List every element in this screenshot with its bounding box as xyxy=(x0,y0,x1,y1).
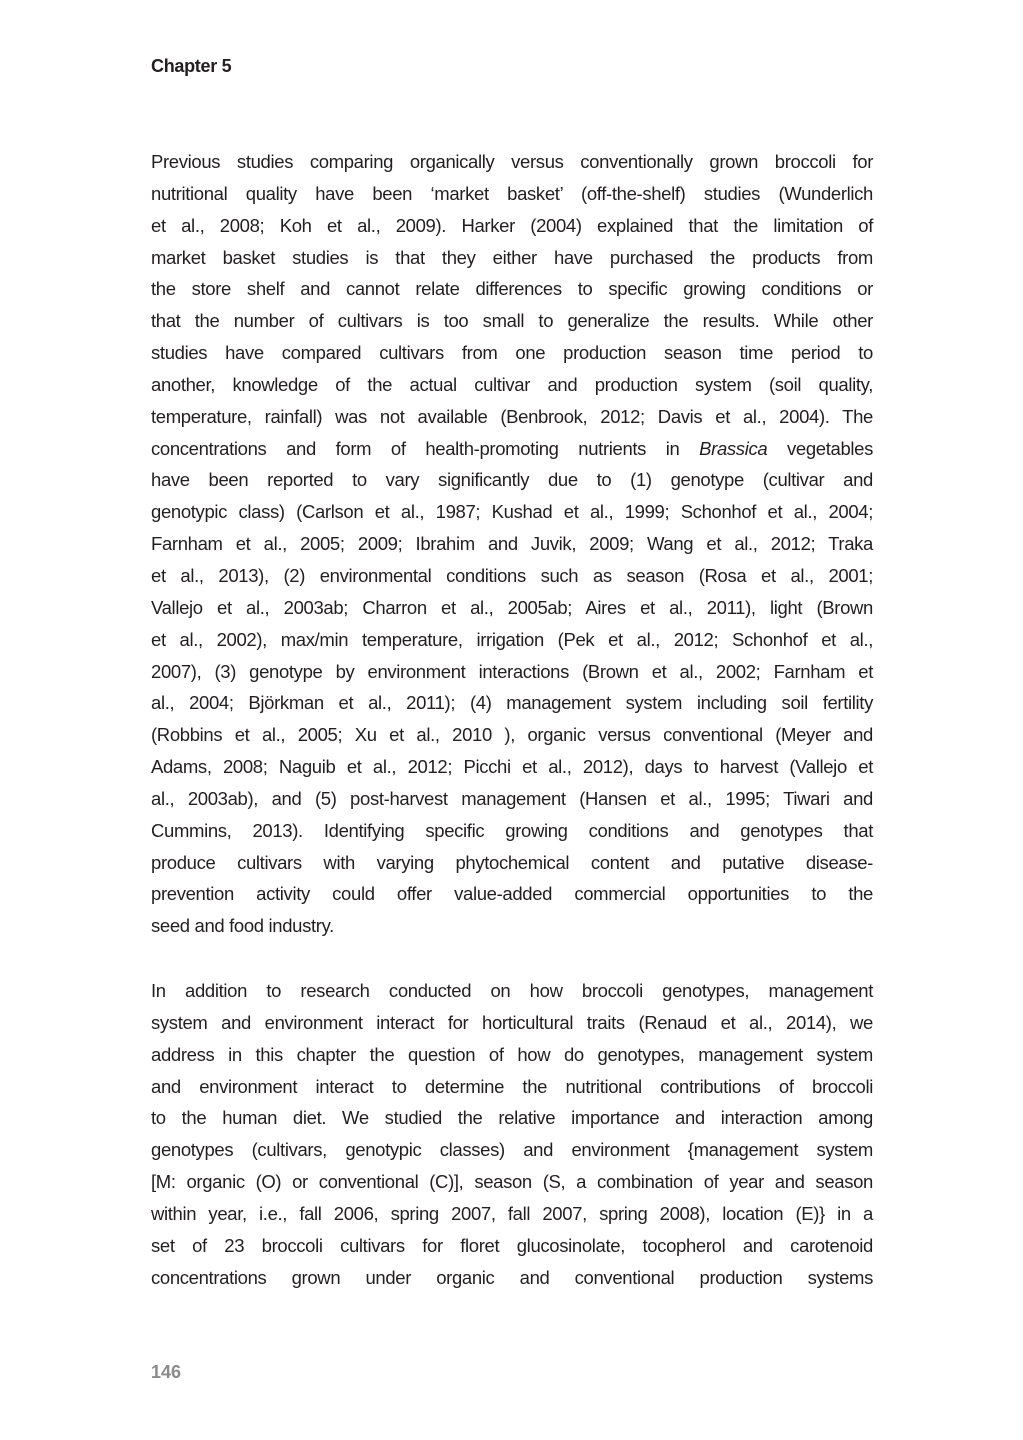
text-line-content: et al., 2008; Koh et al., 2009). Harker (2004) explained that the limitation of xyxy=(151,214,873,236)
text-line xyxy=(151,178,873,210)
text-line xyxy=(151,1007,873,1039)
text-line-content: 2007), (3) genotype by environment interactions (Brown et al., 2002; Farnham et xyxy=(151,660,873,682)
text-line-content: nutritional quality have been ‘market basket’ (off-the-shelf) studies (Wunderlich xyxy=(151,182,873,204)
text-line-content: address in this chapter the question of how do genotypes, management system xyxy=(151,1043,873,1065)
text-line-content: [M: organic (O) or conventional (C)], season (S, a combination of year and season xyxy=(151,1171,873,1193)
text-line-content: and environment interact to determine the nutritional contributions of broccoli xyxy=(151,1075,873,1097)
text-line-content: the store shelf and cannot relate differences to specific growing conditions or xyxy=(151,278,873,300)
text-line xyxy=(151,847,873,879)
text-line-content: Cummins, 2013). Identifying specific growing conditions and genotypes that xyxy=(151,819,873,841)
text-line xyxy=(151,751,873,783)
text-line-content: studies have compared cultivars from one production season time period to xyxy=(151,342,873,364)
text-line-content: Vallejo et al., 2003ab; Charron et al., 2005ab; Aires et al., 2011), light (Brown xyxy=(151,596,873,618)
text-line xyxy=(151,242,873,274)
text-line-content: temperature, rainfall) was not available (Benbrook, 2012; Davis et al., 2004). The xyxy=(151,405,873,427)
text-line xyxy=(151,719,873,751)
text-line-content: seed and food industry. xyxy=(151,915,334,937)
page-number: 146 xyxy=(151,1362,182,1382)
text-line xyxy=(151,273,873,305)
text-line xyxy=(151,783,873,815)
text-line xyxy=(151,464,873,496)
italic-term: Brassica xyxy=(699,437,768,459)
text-line-content: et al., 2002), max/min temperature, irrigation (Pek et al., 2012; Schonhof et al., xyxy=(151,628,873,650)
text-line xyxy=(151,878,873,910)
text-line-content: al., 2004; Björkman et al., 2011); (4) management system including soil fertility xyxy=(151,692,873,714)
text-line xyxy=(151,401,873,433)
text-line-content: that the number of cultivars is too small to generalize the results. While other xyxy=(151,310,873,332)
text-line xyxy=(151,560,873,592)
text-line xyxy=(151,433,873,465)
text-line xyxy=(151,1230,873,1262)
text-line xyxy=(151,1102,873,1134)
chapter-heading: Chapter 5 xyxy=(151,56,232,76)
text-line xyxy=(151,592,873,624)
text-line xyxy=(151,1166,873,1198)
text-line xyxy=(151,910,873,942)
text-line-content: vegetables xyxy=(767,437,873,459)
text-line-content: Previous studies comparing organically versus conventionally grown broccoli for xyxy=(151,151,873,172)
text-line-content: prevention activity could offer value-added commercial opportunities to the xyxy=(151,883,873,905)
text-line-content: market basket studies is that they either have purchased the products from xyxy=(151,246,873,268)
text-line xyxy=(151,528,873,560)
text-line-content: concentrations grown under organic and conventional production systems xyxy=(151,1266,873,1288)
text-line-content: et al., 2013), (2) environmental conditions such as season (Rosa et al., 2001; xyxy=(151,564,873,586)
text-line xyxy=(151,624,873,656)
text-line xyxy=(151,496,873,528)
text-line-content: al., 2003ab), and (5) post-harvest management (Hansen et al., 1995; Tiwari and xyxy=(151,787,873,809)
text-line xyxy=(151,975,873,1007)
text-line-content: produce cultivars with varying phytochemical content and putative disease- xyxy=(151,851,873,873)
text-line xyxy=(151,337,873,369)
paragraph-2 xyxy=(151,975,873,1293)
text-line xyxy=(151,1071,873,1103)
text-line-content: set of 23 broccoli cultivars for floret glucosinolate, tocopherol and carotenoid xyxy=(151,1234,873,1256)
text-line-content: system and environment interact for horticultural traits (Renaud et al., 2014), we xyxy=(151,1011,873,1033)
text-line xyxy=(151,1039,873,1071)
text-line xyxy=(151,1262,873,1294)
text-line xyxy=(151,305,873,337)
text-line-content: another, knowledge of the actual cultivar and production system (soil quality, xyxy=(151,373,873,395)
text-line xyxy=(151,815,873,847)
text-line-content: concentrations and form of health-promoting nutrients in xyxy=(151,437,700,459)
text-line-content: genotypic class) (Carlson et al., 1987; Kushad et al., 1999; Schonhof et al., 2004; xyxy=(151,501,873,523)
text-line-content: genotypes (cultivars, genotypic classes) and environment {management system xyxy=(151,1139,873,1161)
text-line-content: (Robbins et al., 2005; Xu et al., 2010 ), organic versus conventional (Meyer and xyxy=(151,724,873,746)
text-line xyxy=(151,369,873,401)
text-line-content: In addition to research conducted on how broccoli genotypes, management xyxy=(151,980,873,1001)
paragraph-1 xyxy=(151,146,873,942)
text-line xyxy=(151,656,873,688)
text-line-content: within year, i.e., fall 2006, spring 2007, fall 2007, spring 2008), location (E)} in a xyxy=(151,1202,873,1224)
text-line xyxy=(151,1134,873,1166)
text-line-content: Farnham et al., 2005; 2009; Ibrahim and Juvik, 2009; Wang et al., 2012; Traka xyxy=(151,533,873,555)
text-line-content: Adams, 2008; Naguib et al., 2012; Picchi et al., 2012), days to harvest (Vallejo et xyxy=(151,756,873,778)
text-line xyxy=(151,210,873,242)
text-line-content: to the human diet. We studied the relative importance and interaction among xyxy=(151,1107,873,1129)
text-line-content: have been reported to vary significantly due to (1) genotype (cultivar and xyxy=(151,469,873,491)
text-line xyxy=(151,1198,873,1230)
text-line xyxy=(151,687,873,719)
text-line xyxy=(151,146,873,178)
